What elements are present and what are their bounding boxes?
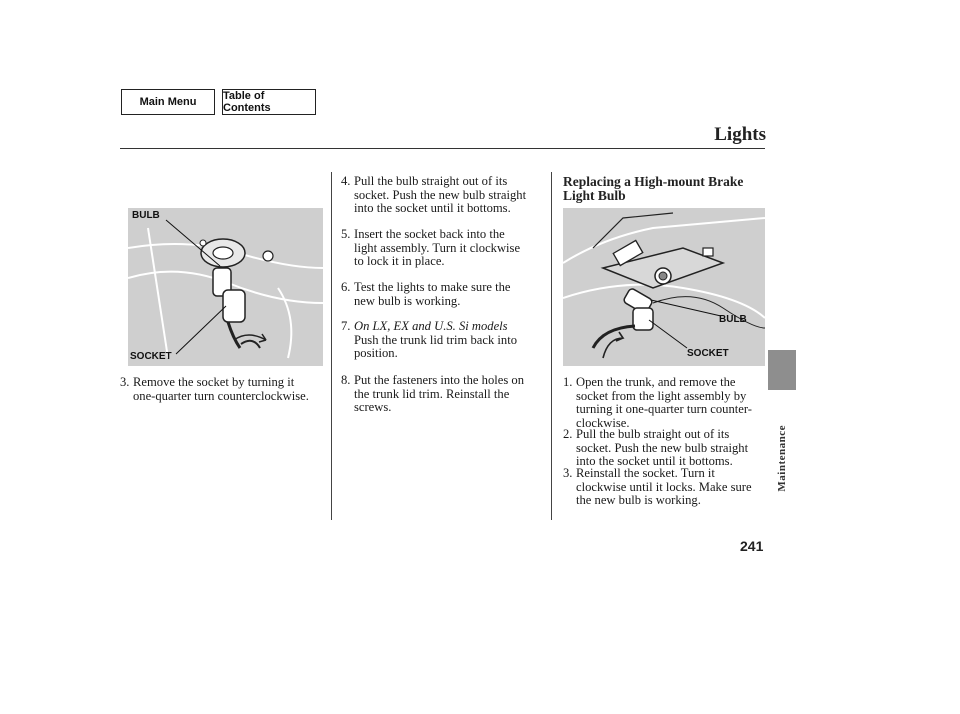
- step-number: 3.: [120, 375, 130, 389]
- step-number: 2.: [563, 427, 573, 441]
- page-number: 241: [740, 538, 764, 554]
- table-of-contents-button[interactable]: Table of Contents: [222, 89, 316, 115]
- socket-removal-drawing: [128, 208, 323, 366]
- heading-line: Light Bulb: [563, 187, 626, 203]
- step-text: socket from the light assembly by: [576, 388, 747, 403]
- step-text: new bulb is working.: [354, 293, 461, 308]
- brake-light-drawing: [563, 208, 765, 366]
- model-note: On LX, EX and U.S. Si models: [354, 319, 508, 333]
- step-number: 7.: [341, 319, 351, 333]
- step-text: to lock it in place.: [354, 254, 445, 269]
- heading-line: Replacing a High-mount Brake: [563, 174, 744, 189]
- column-divider-left: [331, 172, 332, 520]
- subsection-heading: [563, 175, 743, 202]
- socket-label: SOCKET: [687, 348, 729, 359]
- section-title: Lights: [714, 124, 766, 145]
- step-text: the trunk lid trim. Reinstall the: [354, 386, 510, 401]
- step-text: Pull the bulb straight out of its: [354, 174, 508, 188]
- step-text: screws.: [354, 400, 392, 415]
- step-number: 8.: [341, 373, 351, 387]
- step-text: into the socket until it bottoms.: [576, 454, 733, 469]
- step-text: the new bulb is working.: [576, 493, 701, 508]
- socket-label: SOCKET: [130, 351, 172, 362]
- step-text: socket. Push the new bulb straight: [576, 440, 749, 455]
- bulb-label: BULB: [719, 314, 747, 325]
- step-text: Push the trunk lid trim back into: [354, 332, 518, 347]
- step-text: Remove the socket by turning it: [133, 375, 295, 389]
- step-text: Test the lights to make sure the: [354, 280, 511, 294]
- column-divider-right: [551, 172, 552, 520]
- step-text: Insert the socket back into the: [354, 227, 505, 241]
- step-text: Reinstall the socket. Turn it: [576, 466, 715, 480]
- step-text: Open the trunk, and remove the: [576, 375, 736, 389]
- step-text: position.: [354, 346, 398, 361]
- step-text: socket. Push the new bulb straight: [354, 187, 527, 202]
- step-text: clockwise.: [576, 415, 630, 430]
- step-text: clockwise until it locks. Make sure: [576, 479, 752, 494]
- section-tab-label: Maintenance: [776, 425, 788, 492]
- step-number: 1.: [563, 375, 573, 389]
- step-text: turning it one-quarter turn counter-: [576, 402, 752, 417]
- step-number: 4.: [341, 174, 351, 188]
- step-number: 6.: [341, 280, 351, 294]
- step-text: Put the fasteners into the holes on: [354, 373, 524, 387]
- step-text: into the socket until it bottoms.: [354, 201, 511, 216]
- header-rule: [120, 148, 765, 149]
- step-text: one-quarter turn counterclockwise.: [133, 388, 309, 403]
- main-menu-button[interactable]: Main Menu: [121, 89, 215, 115]
- step-text: Pull the bulb straight out of its: [576, 427, 730, 441]
- high-mount-brake-light-illustration: [563, 208, 765, 366]
- socket-removal-illustration: [128, 208, 323, 366]
- step-text: light assembly. Turn it clockwise: [354, 240, 521, 255]
- step-number: 5.: [341, 227, 351, 241]
- bulb-label: BULB: [132, 210, 160, 221]
- section-tab-marker: [768, 350, 796, 390]
- step-number: 3.: [563, 466, 573, 480]
